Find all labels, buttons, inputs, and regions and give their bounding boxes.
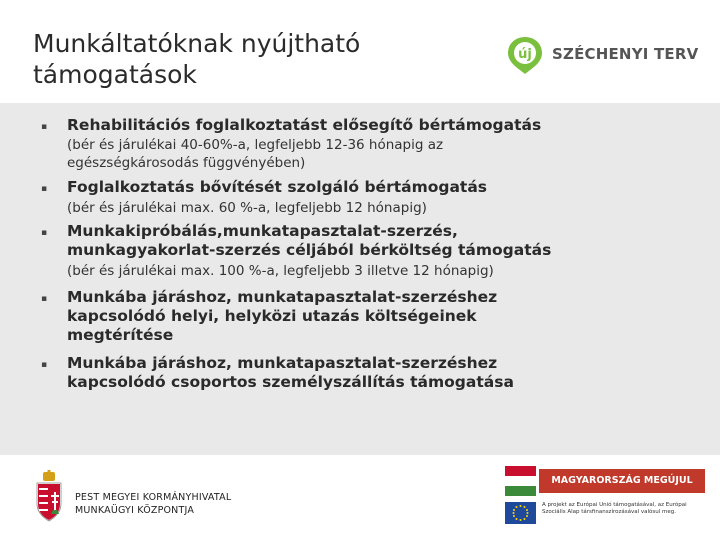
page-title (33, 28, 453, 90)
item-title-line-1: Munkába járáshoz, munkatapasztalat-szerzéshez (67, 288, 498, 306)
item-detail-line-2: egészségkárosodás függvényében) (67, 155, 306, 171)
item-detail-line-1: (bér és járulékai 40-60%-a, legfeljebb 12-36 hónapig az (67, 137, 444, 153)
list-item (33, 222, 551, 279)
item-title-line-3: megtérítése (67, 326, 174, 344)
bullet-icon: ▪ (41, 122, 48, 132)
office-name (75, 491, 231, 517)
eu-flag-icon (505, 502, 536, 524)
item-detail-line-1: (bér és járulékai max. 100 %-a, legfeljebb 3 illetve 12 hónapig) (67, 263, 494, 279)
item-title: Rehabilitációs foglalkoztatást elősegítő bértámogatás (67, 116, 542, 134)
hungarian-flag-icon (505, 466, 536, 496)
list-item (33, 178, 487, 216)
bullet-icon: ▪ (41, 228, 48, 238)
list-item (33, 288, 497, 345)
bullet-icon: ▪ (41, 294, 48, 304)
item-title-line-1: Munkakipróbálás,munkatapasztalat-szerzés, (67, 222, 458, 240)
mm-banner: MAGYARORSZÁG MEGÚJUL (539, 469, 705, 493)
list-item (33, 354, 514, 392)
eu-notice-line-1: A projekt az Európai Unió támogatásával, az Európai (542, 502, 687, 508)
szechenyi-terv-logo (505, 35, 705, 75)
logo-text: SZÉCHENYI TERV (552, 45, 699, 63)
list-item (33, 116, 541, 171)
page-title-line-1: Munkáltatóknak nyújtható (33, 29, 361, 58)
magyarorszag-megujul-logo (505, 466, 705, 496)
szechenyi-pin-icon (505, 35, 545, 75)
item-title-line-1: Munkába járáshoz, munkatapasztalat-szerzéshez (67, 354, 498, 372)
item-title-line-2: munkagyakorlat-szerzés céljából bérköltség támogatás (67, 241, 552, 259)
item-title-line-2: kapcsolódó helyi, helyközi utazás költségeinek (67, 307, 477, 325)
office-name-line-1: PEST MEGYEI KORMÁNYHIVATAL (75, 492, 232, 503)
hungarian-coat-of-arms-icon (34, 470, 64, 522)
bullet-icon: ▪ (41, 360, 48, 370)
bullet-icon: ▪ (41, 184, 48, 194)
eu-funding-notice (505, 500, 705, 526)
eu-notice-text (542, 502, 702, 516)
eu-notice-line-2: Szociális Alap társfinanszírozásával valósul meg. (542, 509, 677, 515)
page-title-line-2: támogatások (33, 60, 197, 89)
logo-letter: új (518, 47, 532, 62)
item-title: Foglalkoztatás bővítését szolgáló bértámogatás (67, 178, 488, 196)
item-detail-line-1: (bér és járulékai max. 60 %-a, legfeljebb 12 hónapig) (67, 200, 427, 216)
item-title-line-2: kapcsolódó csoportos személyszállítás támogatása (67, 373, 514, 391)
office-name-line-2: MUNKAÜGYI KÖZPONTJA (75, 505, 195, 516)
